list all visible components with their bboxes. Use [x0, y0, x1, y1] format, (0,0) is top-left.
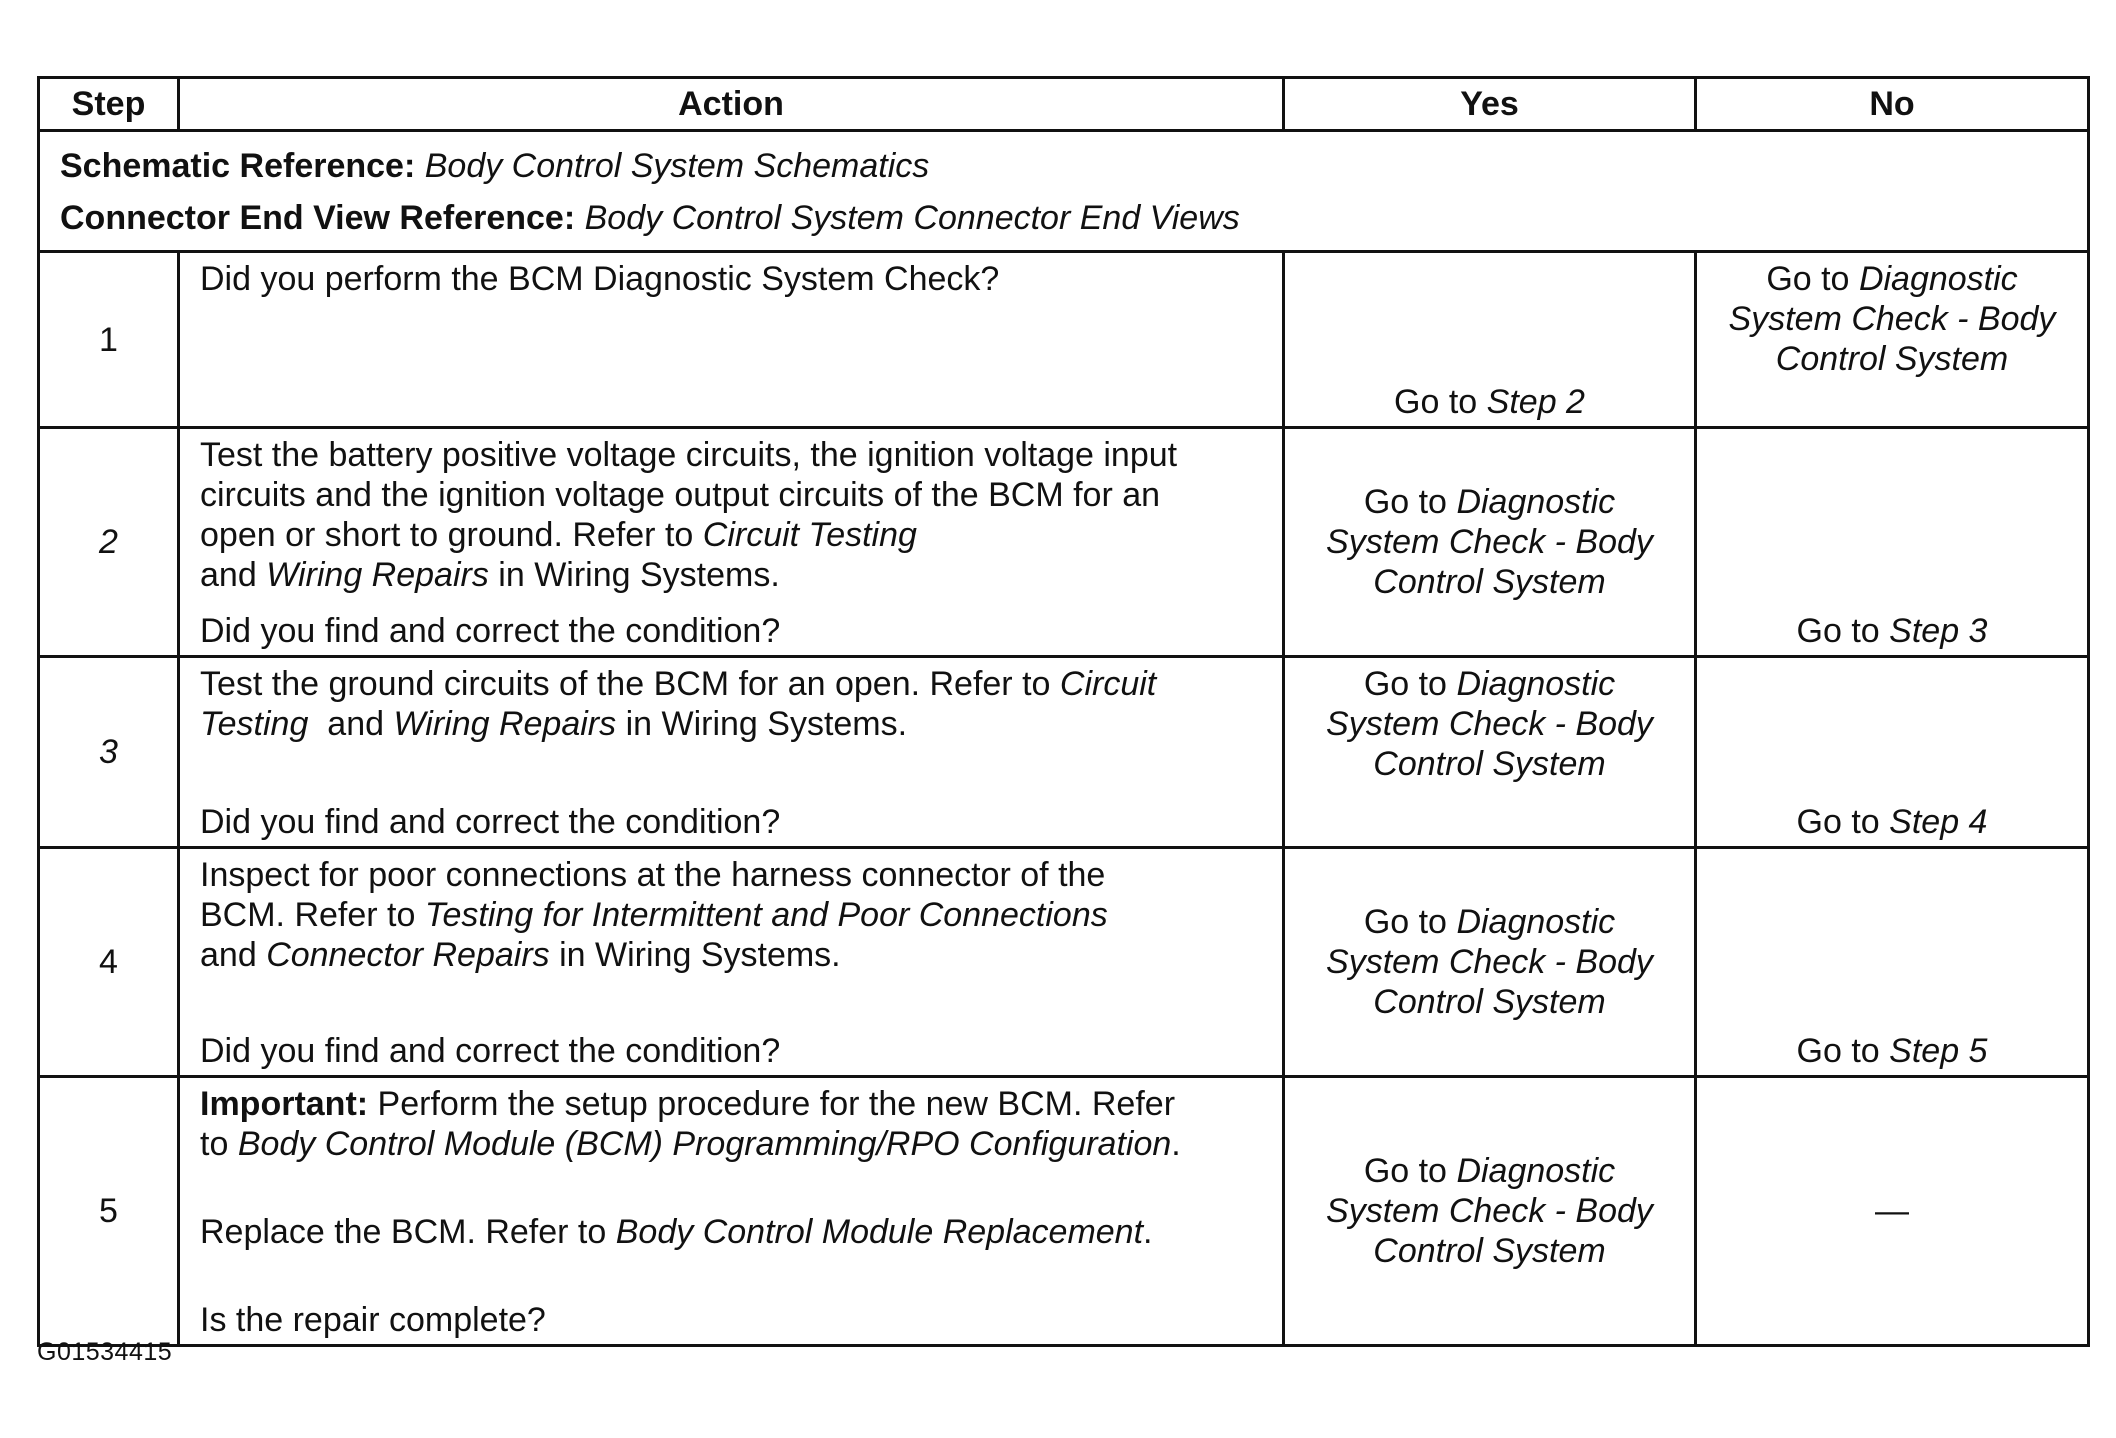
- circuit-testing-link[interactable]: Testing: [200, 705, 309, 743]
- yes-goto[interactable]: Go to Diagnostic System Check - Body Control System: [1326, 903, 1653, 1021]
- step-number: 5: [39, 1077, 179, 1346]
- yes-cell: [1284, 657, 1696, 848]
- connector-repairs-link[interactable]: Connector Repairs: [266, 936, 550, 974]
- reference-row: [39, 131, 2089, 252]
- no-dash: —: [1875, 1192, 1909, 1230]
- header-no: No: [1696, 78, 2089, 131]
- schematic-reference-link[interactable]: Body Control System Schematics: [424, 147, 930, 185]
- table-row: [39, 657, 2089, 848]
- no-goto[interactable]: Go to Step 4: [1796, 803, 1988, 841]
- step-number: 2: [39, 428, 179, 657]
- step-number: 4: [39, 848, 179, 1077]
- no-goto[interactable]: Go to Step 3: [1796, 612, 1988, 650]
- yes-cell: [1284, 428, 1696, 657]
- question-text: Did you find and correct the condition?: [200, 1032, 781, 1070]
- yes-goto[interactable]: Go to Diagnostic System Check - Body Control System: [1326, 665, 1653, 783]
- diagnostic-table: [37, 76, 2090, 1347]
- table-row: [39, 848, 2089, 1077]
- action-text: Did you perform the BCM Diagnostic System Check?: [200, 260, 1000, 298]
- no-cell: [1696, 252, 2089, 428]
- yes-cell: [1284, 848, 1696, 1077]
- bcm-programming-link[interactable]: Body Control Module (BCM) Programming/RPO Configuration: [237, 1125, 1172, 1163]
- circuit-testing-link[interactable]: Circuit: [1059, 665, 1157, 703]
- action-cell: Inspect for poor connections at the harness connector of the BCM. Refer to Testing for Intermittent and Poor Connections and Connector Repairs in Wiring Systems. Did you find and correct the condition?: [179, 848, 1284, 1077]
- no-cell: [1696, 428, 2089, 657]
- no-cell: [1696, 1077, 2089, 1346]
- yes-goto[interactable]: Go to Diagnostic System Check - Body Control System: [1326, 483, 1653, 601]
- yes-goto[interactable]: Go to Diagnostic System Check - Body Control System: [1326, 1152, 1653, 1270]
- action-cell: Test the battery positive voltage circuits, the ignition voltage input circuits and the ignition voltage output circuits of the BCM for an open or short to ground. Refer to Circuit Testing and Wiring Repairs in Wiring Systems. Did you find and correct the condition?: [179, 428, 1284, 657]
- connector-reference: [60, 192, 2067, 244]
- step-number: 3: [39, 657, 179, 848]
- yes-cell: [1284, 1077, 1696, 1346]
- header-action: Action: [179, 78, 1284, 131]
- action-cell: Test the ground circuits of the BCM for an open. Refer to Circuit Testing and Wiring Repairs in Wiring Systems. Did you find and correct the condition?: [179, 657, 1284, 848]
- no-goto[interactable]: Go to Step 5: [1796, 1032, 1988, 1070]
- connector-reference-label: Connector End View Reference:: [60, 199, 576, 237]
- question-text: Is the repair complete?: [200, 1301, 546, 1339]
- important-label: Important:: [200, 1085, 369, 1123]
- question-text: Did you find and correct the condition?: [200, 803, 781, 841]
- wiring-repairs-link[interactable]: Wiring Repairs: [393, 705, 617, 743]
- no-cell: [1696, 657, 2089, 848]
- table-row: [39, 1077, 2089, 1346]
- action-cell: [179, 252, 1284, 428]
- question-text: Did you find and correct the condition?: [200, 612, 781, 650]
- step-number: 1: [39, 252, 179, 428]
- reference-cell: [39, 131, 2089, 252]
- action-cell: Important: Perform the setup procedure for the new BCM. Refer to Body Control Module (BCM) Programming/RPO Configuration. Replace the BCM. Refer to Body Control Module Replacement. Is the repair complete?: [179, 1077, 1284, 1346]
- table-row: [39, 428, 2089, 657]
- yes-cell: [1284, 252, 1696, 428]
- bcm-replacement-link[interactable]: Body Control Module Replacement: [615, 1213, 1144, 1251]
- intermittent-connections-link[interactable]: Testing for Intermittent and Poor Connections: [424, 896, 1108, 934]
- schematic-reference: [60, 140, 2067, 192]
- connector-reference-link[interactable]: Body Control System Connector End Views: [584, 199, 1240, 237]
- circuit-testing-link[interactable]: Circuit Testing: [702, 516, 917, 554]
- wiring-repairs-link[interactable]: Wiring Repairs: [266, 556, 489, 594]
- schematic-reference-label: Schematic Reference:: [60, 147, 416, 185]
- header-step: Step: [39, 78, 179, 131]
- header-yes: Yes: [1284, 78, 1696, 131]
- no-goto[interactable]: Go to Diagnostic System Check - Body Control System: [1728, 260, 2056, 378]
- figure-id: G01534415: [37, 1338, 173, 1366]
- no-cell: [1696, 848, 2089, 1077]
- header-row: [39, 78, 2089, 131]
- table-row: [39, 252, 2089, 428]
- yes-goto[interactable]: Go to Step 2: [1394, 383, 1585, 421]
